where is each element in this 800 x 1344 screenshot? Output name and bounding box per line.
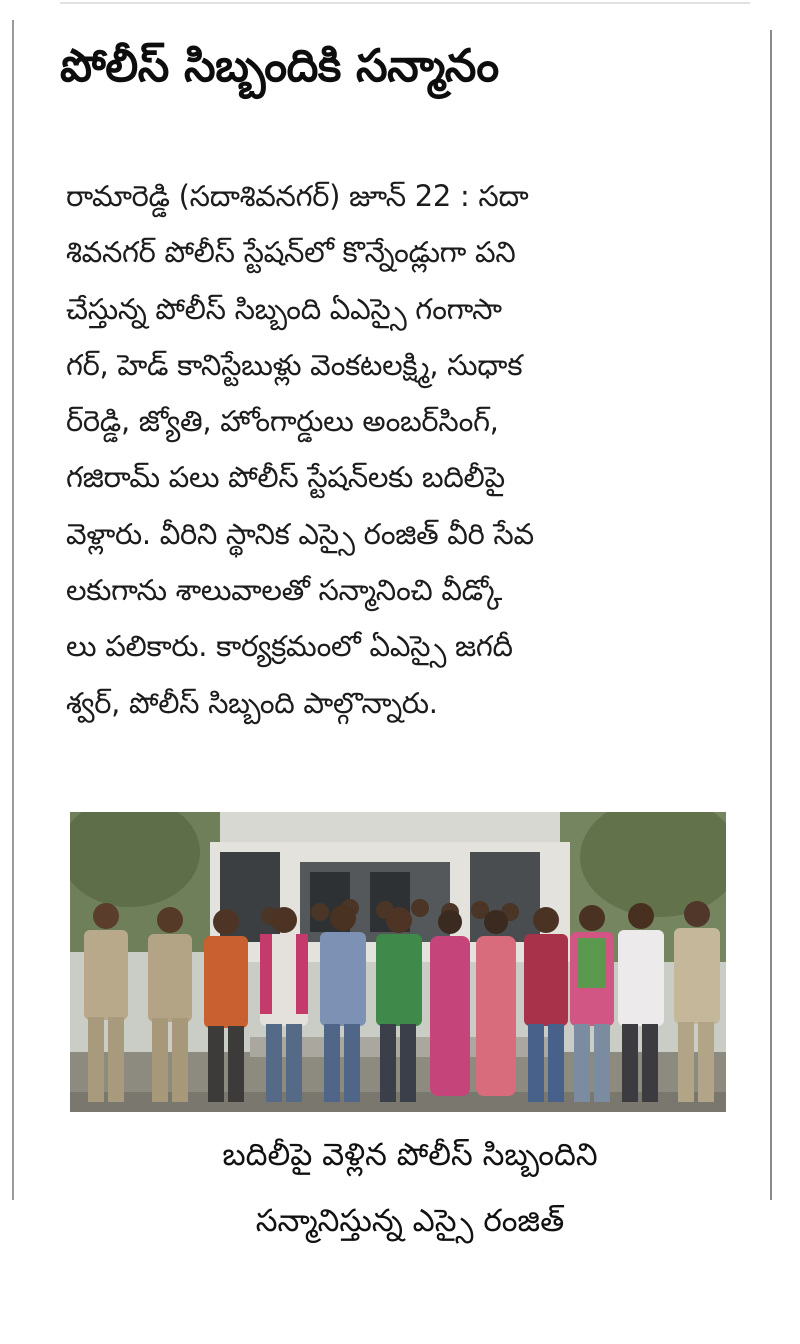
photo-caption xyxy=(60,1122,760,1254)
group-photo-illustration xyxy=(70,812,726,1112)
left-column-rule xyxy=(12,20,14,1200)
body-line: రామారెడ్డి (సదాశివనగర్) జూన్ 22 : సదా xyxy=(66,179,529,213)
body-line: ర్‌రెడ్డి, జ్యోతి, హోంగార్డులు అంబర్‌సింగ్, xyxy=(66,404,499,439)
body-line: లకుగాను శాలువాలతో సన్మానించి వీడ్కో xyxy=(66,573,502,608)
body-line: లు పలికారు. కార్యక్రమంలో ఏఎస్సై జగదీ xyxy=(66,629,513,664)
body-line: శ్వర్, పోలీస్ సిబ్బంది పాల్గొన్నారు. xyxy=(66,685,438,720)
article-body xyxy=(66,168,746,731)
caption-line: సన్మానిస్తున్న ఎస్సై రంజిత్ xyxy=(255,1203,565,1239)
body-line: శివనగర్ పోలీస్ స్టేషన్‌లో కొన్నేండ్లుగా పని xyxy=(66,235,516,270)
body-line: వెళ్లారు. వీరిని స్థానిక ఎస్సై రంజిత్ వీరి సేవ xyxy=(66,516,534,551)
body-line: గజిరామ్ పలు పోలీస్ స్టేషన్‌లకు బదిలీపై xyxy=(66,460,505,495)
body-line: చేస్తున్న పోలీస్ సిబ్బంది ఏఎస్సై గంగాసా xyxy=(66,291,502,326)
right-column-rule xyxy=(770,30,772,1200)
body-line: గర్, హెడ్ కానిస్టేబుళ్లు వెంకటలక్ష్మి, సుధాక xyxy=(66,347,523,382)
top-rule xyxy=(60,2,750,4)
headline: పోలీస్ సిబ్బందికి సన్మానం xyxy=(60,39,499,92)
caption-line: బదిలీపై వెళ్లిన పోలీస్ సిబ్బందిని xyxy=(222,1137,598,1173)
news-photo xyxy=(70,812,726,1112)
